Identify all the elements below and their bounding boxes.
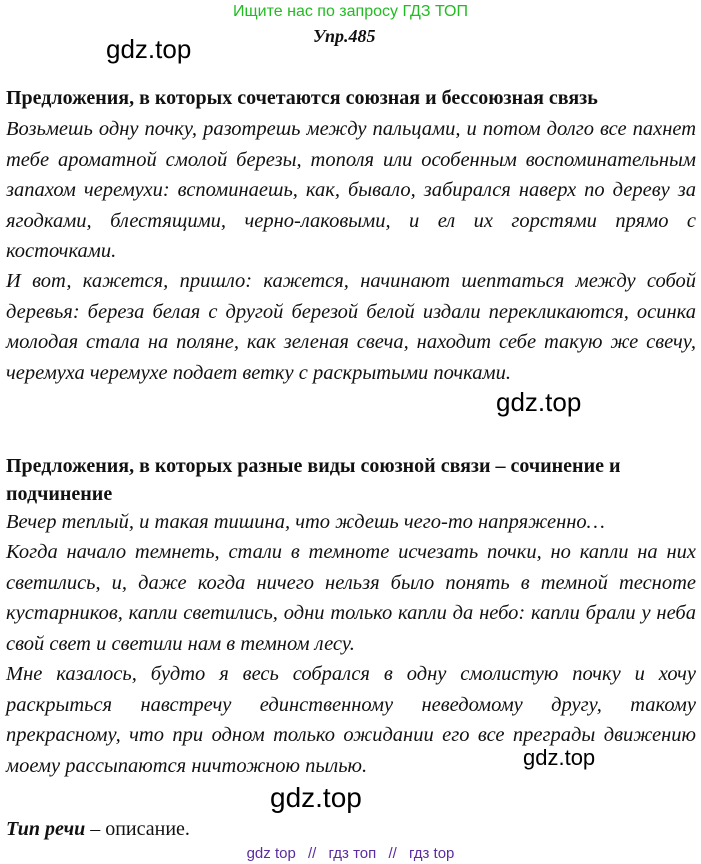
paragraph-4: Когда начало темнеть, стали в темноте исчезать почки, но капли на них светились, и, даже когда ничего нельзя было понять в темной тесноте кустарников, капли светились, одни только капли да небо: капли брали у неба свой свет и светили нам в темном лесу.: [6, 541, 696, 655]
footer-links: [0, 845, 701, 862]
watermark-logo: gdz.top: [270, 782, 362, 813]
top-banner: Ищите нас по запросу ГДЗ ТОП: [233, 3, 468, 20]
footer-separator: //: [307, 845, 317, 862]
footer-link[interactable]: гдз топ: [328, 845, 377, 862]
watermark-logo: gdz.top: [106, 34, 192, 64]
watermark-logo: gdz.top: [496, 387, 582, 417]
footer-link[interactable]: гдз top: [408, 845, 455, 862]
paragraph-3: Вечер теплый, и такая тишина, что ждешь чего-то напряженно…: [6, 511, 605, 533]
speech-type-line: [6, 818, 190, 841]
footer-link[interactable]: gdz top: [246, 845, 296, 862]
watermark-logo: gdz.top: [523, 745, 596, 770]
section-heading-1: Предложения, в которых сочетаются союзная и бессоюзная связь: [6, 87, 598, 109]
footer-separator: //: [388, 845, 397, 862]
paragraph-5: Мне казалось, будто я весь собрался в одну смолистую почку и хочу раскрыться навстречу единственному неведомому другу, такому прекрасному, что при одном только ожидании его все преграды движению моему рассыпаются ничтожною пылью.: [6, 663, 696, 777]
paragraph-2: И вот, кажется, пришло: кажется, начинают шептаться между собой деревья: береза белая с другой березой белой издали перекликаются, осинка молодая стала на поляне, как зеленая свеча, находит себе такую же свечу, черемуха черемухе подает ветку с раскрытыми почками.: [6, 270, 696, 384]
section-heading-2: Предложения, в которых разные виды союзной связи – сочинение и подчинение: [6, 455, 621, 505]
paragraph-1: Возьмешь одну почку, разотрешь между пальцами, и потом долго все пахнет тебе ароматной смолой березы, тополя или особенным воспоминательным запахом черемухи: вспоминаешь, как, бывало, забирался наверх по дереву за ягодками, блестящими, черно-лаковыми, и ел их горстями прямо с косточками.: [6, 118, 696, 263]
speech-type-value: – описание.: [85, 818, 190, 840]
exercise-title: Упр.485: [313, 26, 376, 46]
speech-type-label: Тип речи: [6, 818, 86, 840]
